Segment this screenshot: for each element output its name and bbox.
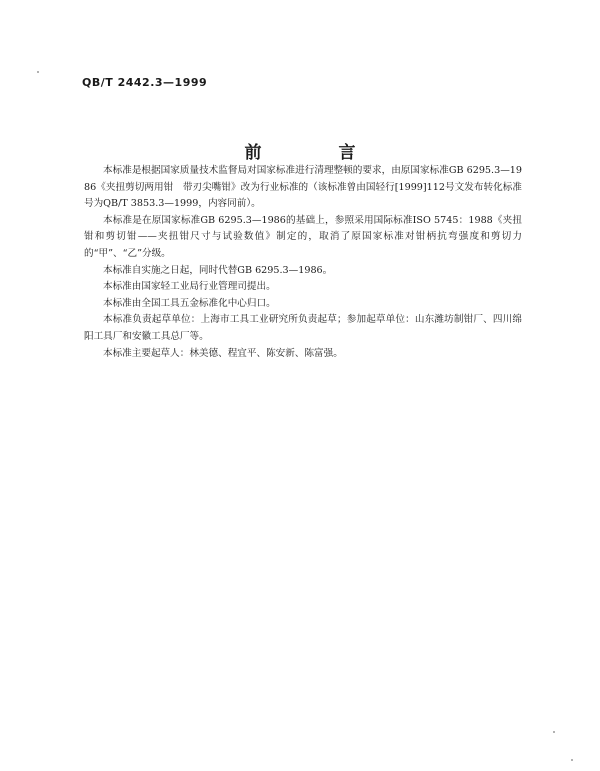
paragraph: 本标准是在原国家标准GB 6295.3—1986的基础上，参照采用国际标准ISO 5745：1988《夹扭钳和剪切钳——夹扭钳尺寸与试验数值》制定的，取消了原国家标准对钳柄抗弯强度和剪切力的“甲”、“乙”分级。	[84, 214, 522, 259]
foreword-body	[84, 163, 522, 362]
paragraph: 本标准自实施之日起，同时代替GB 6295.3—1986。	[103, 264, 333, 276]
scan-speck	[553, 731, 555, 733]
paragraph: 本标准主要起草人：林美德、程宜平、陈安新、陈富强。	[103, 347, 343, 359]
page-title: 前 言	[244, 143, 386, 163]
scan-speck	[37, 71, 39, 73]
paragraph: 本标准是根据国家质量技术监督局对国家标准进行清理整顿的要求，由原国家标准GB 6295.3—1986《夹扭剪切两用钳 带刃尖嘴钳》改为行业标准的（该标准曾由国轻行[1999]112号文发布转化标准号为QB/T 3853.3—1999，内容同前）。	[84, 165, 522, 210]
paragraph: 本标准负责起草单位：上海市工具工业研究所负责起草；参加起草单位：山东潍坊制钳厂、四川绵阳工具厂和安徽工具总厂等。	[84, 314, 522, 342]
paragraph: 本标准由全国工具五金标准化中心归口。	[103, 297, 276, 309]
scan-speck	[571, 759, 573, 761]
paragraph: 本标准由国家轻工业局行业管理司提出。	[103, 281, 276, 293]
standard-code: QB/T 2442.3—1999	[82, 76, 208, 89]
